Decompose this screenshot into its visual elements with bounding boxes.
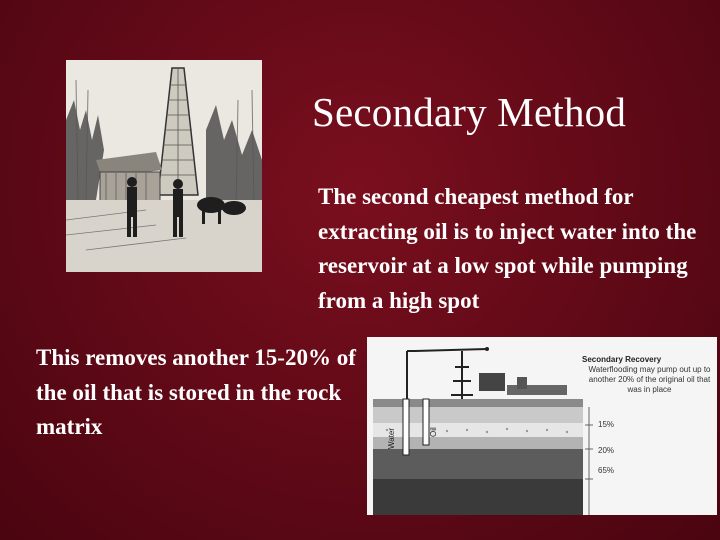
diagram-caption: Waterflooding may pump out up to another 20% of the original oil that was in place [588,365,711,394]
body-text-top: The second cheapest method for extracting oil is to inject water into the reservoir at a low spot while pumping from a high spot [318,184,697,313]
label-water: Water [387,427,396,449]
derrick-photo-image [66,60,262,272]
pct-label-15: 15% [598,420,615,429]
pct-label-20: 20% [598,446,615,455]
derrick-photo [66,60,262,272]
body-text-bottom: This removes another 15-20% of the oil that is stored in the rock matrix [36,345,356,439]
pct-label-65: 65% [598,466,615,475]
slide-title: Secondary Method [312,89,627,135]
label-oil: Oil [429,427,438,437]
diagram-title: Secondary Recovery [582,355,662,364]
